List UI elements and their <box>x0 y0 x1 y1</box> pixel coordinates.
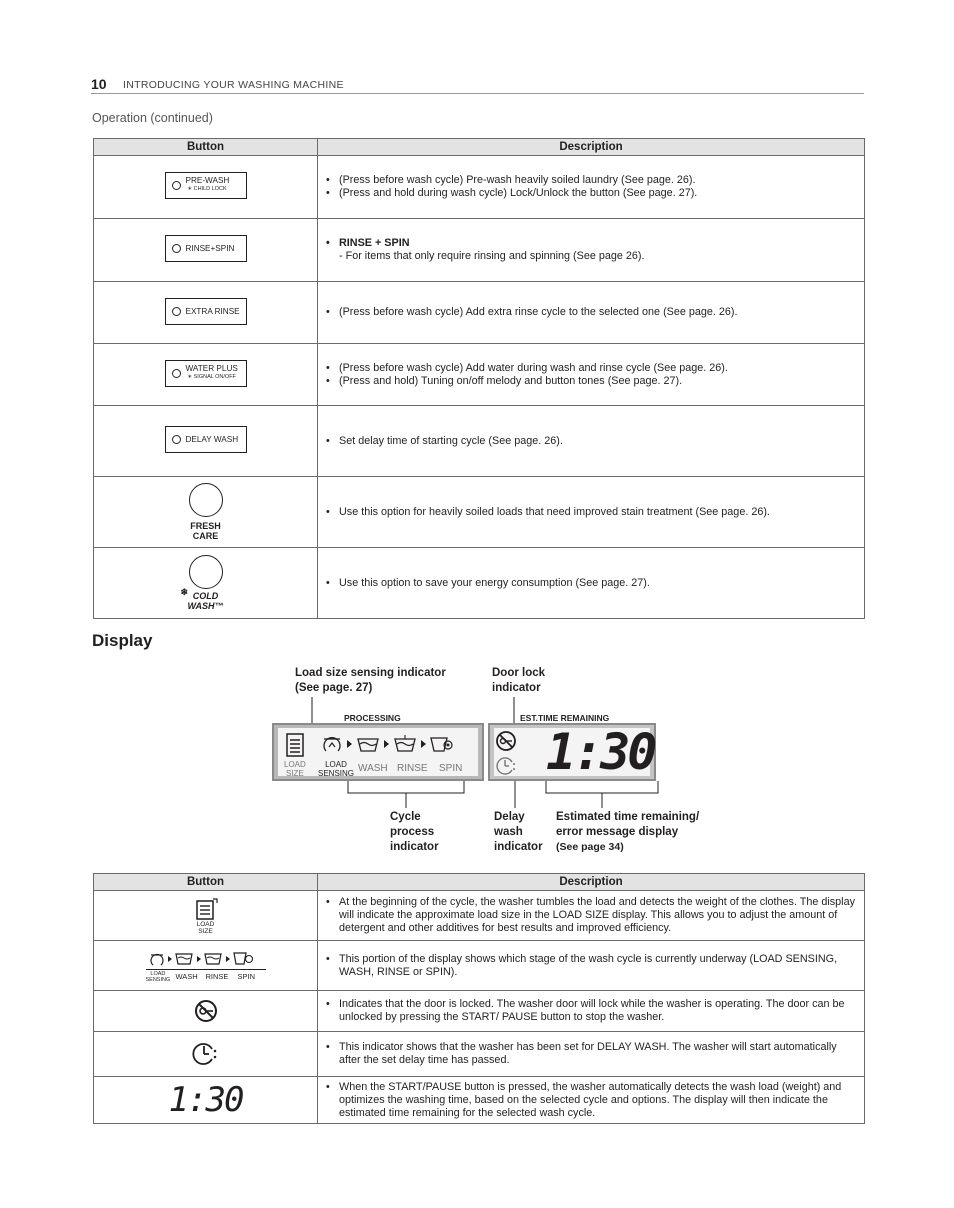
load-size-label: LOAD SIZE <box>284 760 306 778</box>
door-lock-callout: Door lock indicator <box>492 667 546 694</box>
wash-icon <box>176 954 192 964</box>
wash-icon <box>358 739 378 751</box>
delay-callout: Delay wash indicator <box>494 811 543 853</box>
delay-clock-icon <box>494 754 520 776</box>
cycle-display <box>272 723 484 781</box>
col-description: Description <box>318 139 865 156</box>
button-label: FRESH <box>190 520 221 531</box>
list-item: • (Press and hold) Tuning on/off melody and button tones (See page. 27). <box>324 375 858 388</box>
est-time-label: EST.TIME REMAINING <box>520 713 610 723</box>
list-item: • RINSE + SPIN <box>324 237 858 250</box>
door-lock-icon <box>495 730 519 752</box>
delay-clock-icon <box>191 1040 221 1068</box>
button-sublabel: ∗ SIGNAL ON/OFF <box>187 373 236 380</box>
description-cell <box>318 991 865 1032</box>
button-label: WASH™ <box>187 600 224 611</box>
button-label: CARE <box>192 530 219 541</box>
load-sensing-label: LOAD SENSING <box>318 760 355 778</box>
table-row <box>94 1077 865 1124</box>
description-cell <box>318 1032 865 1077</box>
est-time-callout: Estimated time remaining/ error message display (See page 34) <box>556 811 700 853</box>
icon-label: LOAD <box>196 920 215 928</box>
spin-icon <box>234 953 253 964</box>
list-item: • When the START/PAUSE button is pressed, the washer automatically detects the wash load (weight) and optimizes the washing time, based on the selected cycle and options. The display will then indicate the estimated time remaining for the selected wash cycle. <box>324 1081 858 1120</box>
page-subtitle: Operation (continued) <box>92 111 213 125</box>
time-readout: 1:30 <box>168 1080 243 1120</box>
section-title: INTRODUCING YOUR WASHING MACHINE <box>123 79 344 91</box>
list-item: • This indicator shows that the washer has been set for DELAY WASH. The washer will start automatically after the set delay time has passed. <box>324 1041 858 1067</box>
icon-label: RINSE <box>205 971 229 981</box>
door-lock-icon <box>193 998 219 1024</box>
list-item: • Set delay time of starting cycle (See page. 26). <box>324 435 858 448</box>
table-row <box>94 941 865 991</box>
button-label: EXTRA RINSE <box>185 306 240 316</box>
table-row <box>94 891 865 941</box>
description-cell <box>318 891 865 941</box>
snowflake-icon: ❄ <box>180 586 189 597</box>
icon-label: WASH <box>175 971 198 981</box>
button-label: WATER PLUS <box>185 363 238 373</box>
display-heading: Display <box>92 631 153 650</box>
spin-icon <box>431 738 452 751</box>
col-button: Button <box>94 139 318 156</box>
button-label: COLD <box>192 590 219 601</box>
list-item: • Use this option for heavily soiled loads that need improved stain treatment (See page. 26). <box>324 506 858 519</box>
rinse-label: RINSE <box>397 763 428 774</box>
description-cell <box>318 1077 865 1124</box>
rinse-icon <box>205 954 221 964</box>
tumble-icon <box>324 738 340 751</box>
table-row <box>94 1032 865 1077</box>
list-item: • This portion of the display shows which stage of the wash cycle is currently underway (LOAD SENSING, WASH, RINSE or SPIN). <box>324 953 858 979</box>
icon-cell <box>94 941 318 991</box>
table-row <box>94 991 865 1032</box>
wash-label: WASH <box>358 763 388 774</box>
list-item: • (Press before wash cycle) Pre-wash heavily soiled laundry (See page. 26). <box>324 174 858 187</box>
time-readout: 1:30 <box>546 723 655 781</box>
cycle-icons <box>320 733 470 755</box>
list-note: - For items that only require rinsing and spinning (See page 26). <box>339 250 645 262</box>
load-size-callout: Load size sensing indicator (See page. 27) <box>295 667 446 694</box>
button-label: PRE-WASH <box>185 176 230 185</box>
time-display <box>488 723 656 781</box>
list-item: • (Press before wash cycle) Add water during wash and rinse cycle (See page. 26). <box>324 362 858 375</box>
icon-label: SIZE <box>198 927 213 935</box>
display-panel <box>272 723 656 781</box>
list-item: • Use this option to save your energy consumption (See page. 27). <box>324 577 858 590</box>
button-label: RINSE+SPIN <box>185 244 235 253</box>
icon-cell <box>94 1077 318 1124</box>
cycle-callout: Cycle process indicator <box>390 811 439 853</box>
tumble-icon <box>151 954 163 964</box>
rinse-icon <box>395 735 415 751</box>
spin-label: SPIN <box>439 763 463 774</box>
icon-cell <box>94 891 318 941</box>
load-size-icon <box>193 897 219 921</box>
page-number: 10 <box>91 76 107 92</box>
icon-label: SPIN <box>237 971 256 981</box>
cycle-icons <box>146 949 266 969</box>
display-table <box>93 873 865 1124</box>
icon-cell <box>94 1032 318 1077</box>
list-item: • (Press and hold during wash cycle) Lock/Unlock the button (See page. 27). <box>324 187 858 200</box>
list-item: • Indicates that the door is locked. The washer door will lock while the washer is operating. The door can be unlocked by pressing the START/ PAUSE button to stop the washer. <box>324 998 858 1024</box>
icon-cell <box>94 991 318 1032</box>
processing-label: PROCESSING <box>344 713 401 723</box>
icon-label: SENSING <box>145 976 171 983</box>
load-size-icon <box>282 731 312 759</box>
description-cell <box>318 941 865 991</box>
list-item: • At the beginning of the cycle, the washer tumbles the load and detects the weight of the clothes. The display will indicate the approximate load size in the LOAD SIZE display. This allows you to adjust the amount of detergent and other additives for best results and improved efficiency. <box>324 896 858 935</box>
button-label: DELAY WASH <box>185 435 239 444</box>
icon-label: LOAD <box>150 970 166 977</box>
list-item: • (Press before wash cycle) Add extra rinse cycle to the selected one (See page. 26). <box>324 306 858 319</box>
table-header <box>94 874 865 891</box>
button-sublabel: ∗ CHILD LOCK <box>187 186 227 192</box>
col-button: Button <box>94 874 318 891</box>
col-description: Description <box>318 874 865 891</box>
